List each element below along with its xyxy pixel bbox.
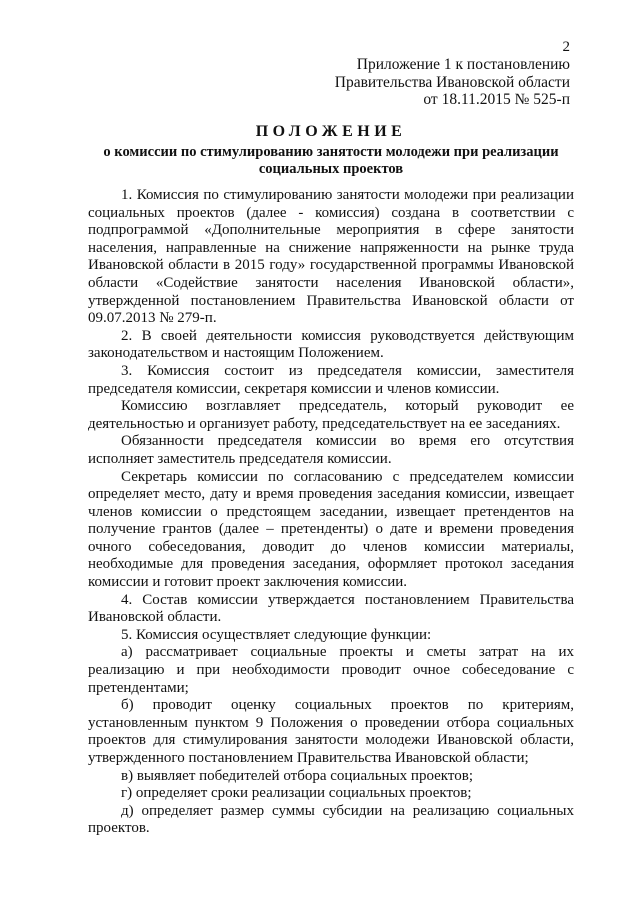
appendix-line: Приложение 1 к постановлению xyxy=(356,56,570,73)
document-body xyxy=(88,187,574,838)
appendix-line: Правительства Ивановской области xyxy=(334,73,570,91)
appendix-note xyxy=(270,56,570,109)
list-item-d: д) определяет размер суммы субсидии на реализацию социальных проектов. xyxy=(88,802,574,837)
list-item-a: а) рассматривает социальные проекты и сметы затрат на их реализацию и при необходимости проводит очное собеседование с претендентами; xyxy=(88,644,574,696)
list-item-b: б) проводит оценку социальных проектов по критериям, установленным пунктом 9 Положения о проведении отбора социальных проектов для стимулирования занятости молодежи Ивановской области, утвержденного постановлением Правительства Ивановской области; xyxy=(88,697,574,766)
list-item-g: г) определяет сроки реализации социальных проектов; xyxy=(121,785,472,802)
paragraph-2: 2. В своей деятельности комиссия руководствуется действующим законодательством и настоящим Положением. xyxy=(88,327,574,362)
page-number: 2 xyxy=(562,39,570,55)
title-block xyxy=(88,123,574,178)
list-item-v: в) выявляет победителей отбора социальных проектов; xyxy=(121,767,473,784)
paragraph-3: 3. Комиссия состоит из председателя комиссии, заместителя председателя комиссии, секретаря комиссии и членов комиссии. xyxy=(88,362,574,397)
paragraph-secretary: Секретарь комиссии по согласованию с председателем комиссии определяет место, дату и время проведения заседания комиссии, извещает членов комиссии о предстоящем заседании, извещает претендентов на получение грантов (далее – претенденты) о дате и времени проведения очного собеседования, доводит до членов комиссии материалы, необходимые для проведения заседания, оформляет протокол заседания комиссии и готовит проект заключения комиссии. xyxy=(88,468,574,591)
paragraph-1: 1. Комиссия по стимулированию занятости молодежи при реализации социальных проектов (далее - комиссия) создана в соответствии с подпрограммой «Дополнительные мероприятия в сфере занятости населения, направленные на снижение напряженности на рынке труда Ивановской области в 2015 году» государственной программы Ивановской области «Содействие занятости населения Ивановской области», утвержденной постановлением Правительства Ивановской области от 09.07.2013 № 279-п. xyxy=(88,187,574,327)
paragraph-deputy: Обязанности председателя комиссии во время его отсутствия исполняет заместитель председателя комиссии. xyxy=(88,433,574,467)
document-subtitle: о комиссии по стимулированию занятости молодежи при реализации социальных проектов xyxy=(103,144,559,177)
paragraph-5: 5. Комиссия осуществляет следующие функции: xyxy=(121,626,432,643)
paragraph-4: 4. Состав комиссии утверждается постановлением Правительства Ивановской области. xyxy=(88,591,574,626)
paragraph-chairman: Комиссию возглавляет председатель, который руководит ее деятельностью и организует работу, председательствует на ее заседаниях. xyxy=(88,398,574,432)
document-title: ПОЛОЖЕНИЕ xyxy=(255,123,407,140)
appendix-line: от 18.11.2015 № 525-п xyxy=(423,91,570,108)
